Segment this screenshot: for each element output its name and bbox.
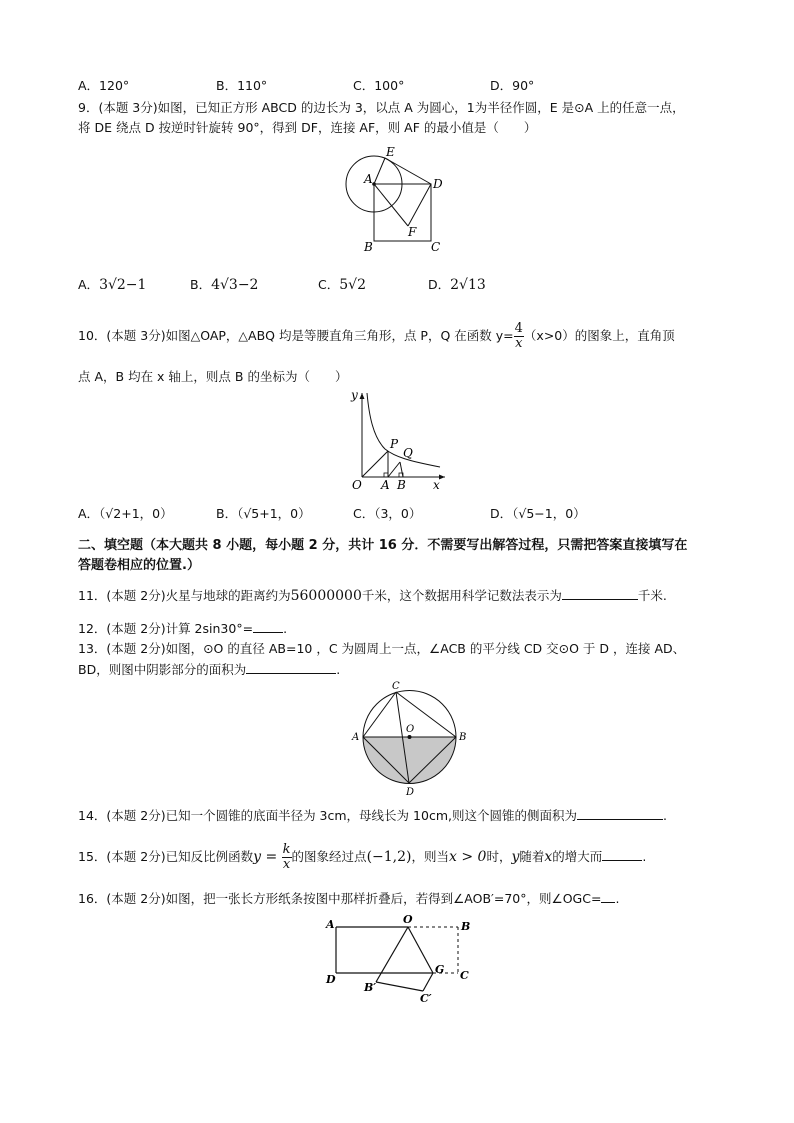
q10-option-a: A．（√2+1，0）	[78, 506, 173, 521]
q15-condition: x > 0	[449, 849, 487, 865]
q10-label-x: x	[433, 478, 440, 492]
q8-option-b: B．110°	[216, 78, 268, 93]
q15-text-g: .	[642, 849, 647, 864]
q10-option-d: D．（√5−1，0）	[490, 506, 586, 521]
q16-text-b: .	[615, 891, 620, 906]
q13-text-a: BD，则图中阴影部分的面积为	[78, 662, 247, 677]
q11-text-c: 千米.	[637, 588, 667, 603]
q10-option-b: B．（√5+1，0）	[216, 506, 311, 521]
q16-figure	[322, 910, 477, 1005]
q13-text-line2	[78, 661, 340, 679]
q9-label-c: C	[431, 240, 441, 254]
q9-label-e: E	[386, 145, 395, 159]
q15-text-e: 随着	[519, 849, 545, 864]
q13-label-a: A	[352, 732, 360, 743]
q10-frac-den: x	[515, 336, 523, 351]
q14-text-a: 14．(本题 2分)已知一个圆锥的底面半径为 3cm，母线长为 10cm,则这个圆锥的侧面积为	[78, 808, 577, 823]
q16-label-a: A	[326, 918, 335, 931]
q9-label-a: A	[364, 172, 373, 186]
q9-option-c-label: C．	[318, 277, 340, 292]
q10-option-c: C．（3，0）	[353, 506, 422, 521]
q10-figure	[345, 385, 455, 495]
q15-var-x: x	[544, 849, 553, 865]
q9-option-c	[318, 276, 366, 294]
section2-heading-line1: 二、填空题（本大题共 8 小题，每小题 2 分，共计 16 分．不需要写出解答过程，只需把答案直接填写在	[78, 538, 688, 553]
q11-text	[78, 587, 667, 605]
q15-var-y: y	[253, 849, 262, 865]
q10-fraction	[514, 322, 524, 351]
q14-text-b: .	[662, 808, 667, 823]
q9-option-a	[78, 276, 146, 294]
q10-text-b: （x>0）的图象上，直角顶	[523, 328, 675, 343]
q12-text-b: .	[283, 621, 288, 636]
q11-number: 56000000	[290, 588, 362, 604]
q8-option-a: A．120°	[78, 78, 130, 93]
q15-point: (−1,2)	[366, 849, 412, 865]
q9-option-b	[190, 276, 258, 294]
q9-label-b: B	[364, 240, 373, 254]
q13-answer-blank[interactable]	[246, 661, 336, 674]
q9-option-d-value: 2√13	[450, 277, 486, 293]
q15-text	[78, 843, 646, 872]
q10-label-o: O	[352, 478, 362, 492]
q15-frac-den: x	[282, 857, 291, 872]
q15-text-b: 的图象经过点	[291, 849, 367, 864]
q16-answer-blank[interactable]	[601, 890, 615, 903]
q9-figure	[340, 143, 450, 255]
q10-label-p: P	[390, 437, 399, 451]
q16-label-c: C	[460, 969, 469, 982]
q15-answer-blank[interactable]	[602, 848, 642, 861]
q11-text-a: 11．(本题 2分)火星与地球的距离约为	[78, 588, 291, 603]
q9-label-d: D	[433, 177, 443, 191]
q15-text-a: 15．(本题 2分)已知反比例函数	[78, 849, 254, 864]
q16-text-a: 16．(本题 2分)如图，把一张长方形纸条按图中那样折叠后，若得到∠AOB′=70°，则∠OGC=	[78, 891, 602, 906]
q10-frac-num: 4	[514, 321, 523, 336]
q13-label-d: D	[406, 787, 415, 798]
q13-label-b: B	[459, 732, 467, 743]
q10-label-y: y	[351, 388, 358, 402]
q10-text-a: 10．(本题 3分)如图△OAP，△ABQ 均是等腰直角三角形，点 P，Q 在函数 y=	[78, 328, 514, 343]
q9-text-line1: 9．(本题 3分)如图，已知正方形 ABCD 的边长为 3，以点 A 为圆心，1为半径作圆，E 是⊙A 上的任意一点，	[78, 100, 685, 115]
q11-text-b: 千米，这个数据用科学记数法表示为	[361, 588, 562, 603]
q10-label-a: A	[381, 478, 390, 492]
q15-fraction	[282, 843, 292, 872]
q13-label-c: C	[392, 681, 400, 692]
q15-equals: =	[261, 849, 282, 865]
q10-text-line1	[78, 322, 675, 351]
q15-var-y2: y	[511, 849, 520, 865]
q12-answer-blank[interactable]	[253, 620, 283, 633]
q15-frac-num: k	[282, 842, 291, 857]
q13-text-line1: 13．(本题 2分)如图，⊙O 的直径 AB=10 ，C 为圆周上一点，∠ACB 的平分线 CD 交⊙O 于 D ，连接 AD、	[78, 641, 686, 656]
q15-text-d: 时，	[486, 849, 512, 864]
q16-label-o: O	[403, 913, 413, 926]
q15-text-c: ，则当	[411, 849, 449, 864]
q12-text-a: 12．(本题 2分)计算 2sin30°=	[78, 621, 254, 636]
section2-heading-line2: 答题卷相应的位置.）	[78, 558, 200, 573]
q8-option-c: C．100°	[353, 78, 405, 93]
q11-answer-blank[interactable]	[562, 587, 638, 600]
q16-label-b-prime: B′	[364, 981, 377, 994]
q13-text-b: .	[336, 662, 341, 677]
q12-text	[78, 620, 287, 638]
q16-label-d: D	[326, 973, 336, 986]
q14-text	[78, 807, 667, 825]
q16-label-g: G	[435, 963, 445, 976]
q9-option-b-value: 4√3−2	[211, 277, 259, 293]
q8-option-d: D．90°	[490, 78, 535, 93]
q15-text-f: 的增大而	[552, 849, 603, 864]
q9-label-f: F	[408, 225, 417, 239]
q16-label-b: B	[461, 920, 471, 933]
q9-option-c-value: 5√2	[339, 277, 366, 293]
q9-option-d-label: D．	[428, 277, 451, 292]
q9-option-d	[428, 276, 486, 294]
q9-text-line2: 将 DE 绕点 D 按逆时针旋转 90°，得到 DF，连接 AF，则 AF 的最小值是（ ）	[78, 120, 537, 135]
q13-label-o: O	[406, 724, 415, 735]
q16-text	[78, 890, 619, 908]
q14-answer-blank[interactable]	[577, 807, 663, 820]
q13-figure	[348, 680, 472, 798]
q16-label-c-prime: C′	[420, 992, 432, 1005]
q10-label-q: Q	[403, 446, 413, 460]
q9-option-a-label: A．	[78, 277, 100, 292]
q10-label-b: B	[397, 478, 406, 492]
q9-option-a-value: 3√2−1	[99, 277, 147, 293]
q9-option-b-label: B．	[190, 277, 212, 292]
q10-text-line2: 点 A，B 均在 x 轴上，则点 B 的坐标为（ ）	[78, 369, 348, 384]
